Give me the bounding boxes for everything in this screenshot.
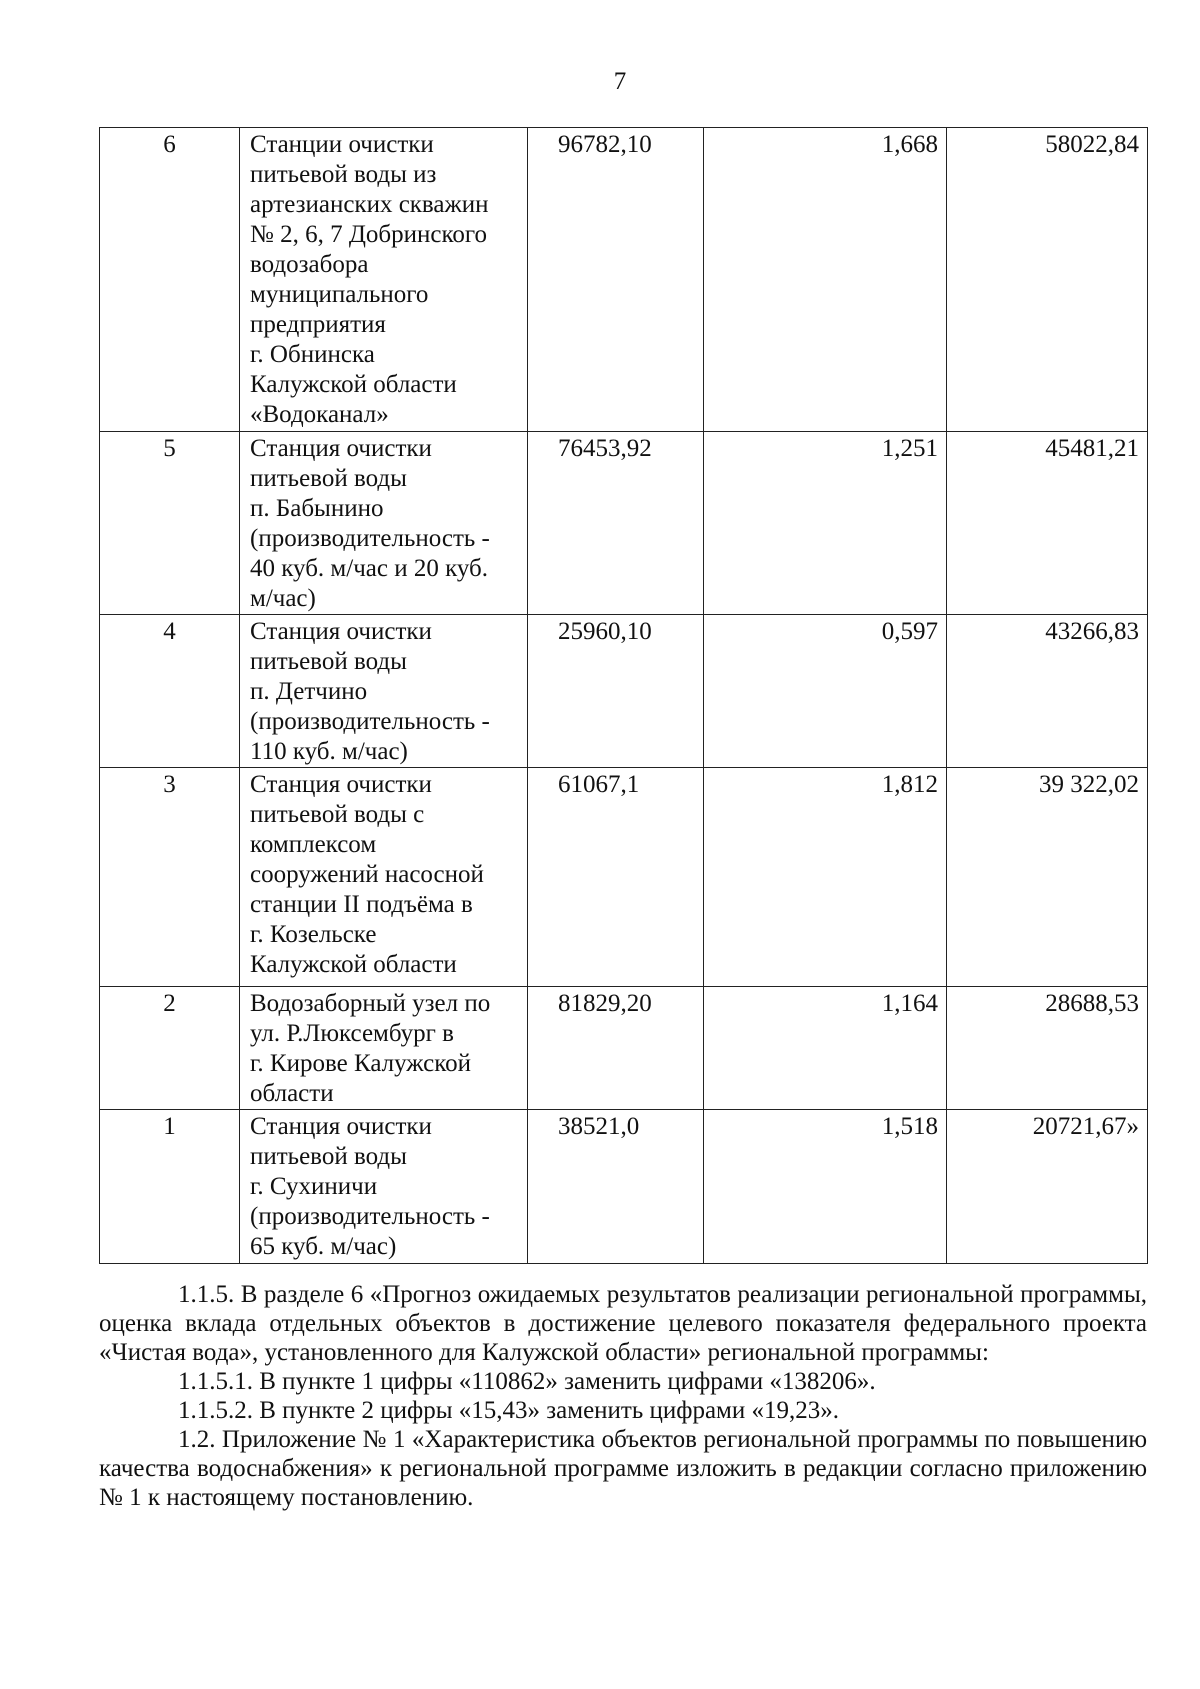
paragraph-1-2: 1.2. Приложение № 1 «Характеристика объектов региональной программы по повышению качества водоснабжения» к региональной программе изложить в редакции согласно приложению № 1 к настоящему постановлению.	[99, 1426, 1147, 1511]
row-number: 4	[100, 615, 240, 768]
object-name-line: 65 куб. м/час)	[250, 1233, 397, 1260]
table-row	[100, 128, 1148, 432]
object-name	[240, 768, 528, 987]
row-number: 5	[100, 432, 240, 615]
object-name-line: сооружений насосной	[250, 861, 484, 888]
value-a: 81829,20	[528, 987, 704, 1110]
value-b: 1,812	[704, 768, 947, 987]
table-row	[100, 432, 1148, 615]
object-name-line: г. Козельске	[250, 921, 377, 948]
object-name-line: Станция очистки	[250, 1113, 432, 1140]
object-name	[240, 1110, 528, 1264]
object-name-line: (производительность -	[250, 1203, 490, 1230]
object-name-line: Калужской области	[250, 951, 457, 978]
page-number: 7	[613, 68, 627, 95]
object-name-line: предприятия	[250, 311, 386, 338]
object-name-line: водозабора	[250, 251, 369, 278]
object-name-line: артезианских скважин	[250, 191, 489, 218]
row-number: 1	[100, 1110, 240, 1264]
object-name	[240, 987, 528, 1110]
value-a: 61067,1	[528, 768, 704, 987]
object-name-line: питьевой воды	[250, 1143, 407, 1170]
value-c: 20721,67»	[947, 1110, 1148, 1264]
object-name-line: Водозаборный узел по	[250, 990, 491, 1017]
value-a: 38521,0	[528, 1110, 704, 1264]
object-name-line: п. Бабынино	[250, 495, 384, 522]
value-c: 43266,83	[947, 615, 1148, 768]
object-name-line: области	[250, 1080, 334, 1107]
object-name-line: питьевой воды из	[250, 161, 437, 188]
table-row	[100, 615, 1148, 768]
object-name-line: ул. Р.Люксембург в	[250, 1020, 454, 1047]
value-c: 45481,21	[947, 432, 1148, 615]
document-body	[99, 1280, 1147, 1512]
paragraph-1-1-5-2: 1.1.5.2. В пункте 2 цифры «15,43» заменить цифрами «19,23».	[178, 1397, 839, 1424]
object-name-line: 110 куб. м/час)	[250, 738, 408, 765]
row-number: 2	[100, 987, 240, 1110]
value-a: 25960,10	[528, 615, 704, 768]
value-a: 96782,10	[528, 128, 704, 432]
table-row	[100, 1110, 1148, 1264]
object-name-line: № 2, 6, 7 Добринского	[250, 221, 487, 248]
object-name-line: (производительность -	[250, 708, 490, 735]
object-name-line: г. Кирове Калужской	[250, 1050, 471, 1077]
object-name-line: м/час)	[250, 585, 316, 612]
object-name-line: питьевой воды	[250, 648, 407, 675]
object-name-line: Станция очистки	[250, 435, 432, 462]
object-name-line: Калужской области	[250, 371, 457, 398]
object-name	[240, 432, 528, 615]
table-row	[100, 987, 1148, 1110]
object-name-line: станции II подъёма в	[250, 891, 473, 918]
value-c: 28688,53	[947, 987, 1148, 1110]
object-name-line: Станция очистки	[250, 771, 432, 798]
object-name-line: г. Обнинска	[250, 341, 375, 368]
value-c: 39 322,02	[947, 768, 1148, 987]
object-name-line: Станции очистки	[250, 131, 434, 158]
paragraph-1-1-5: 1.1.5. В разделе 6 «Прогноз ожидаемых результатов реализации региональной программы, оценка вклада отдельных объектов в достижение целевого показателя федерального проекта «Чистая вода», установленного для Калужской области» региональной программы:	[99, 1281, 1147, 1366]
value-b: 1,668	[704, 128, 947, 432]
object-name-line: Станция очистки	[250, 618, 432, 645]
object-name-line: муниципального	[250, 281, 429, 308]
value-b: 1,251	[704, 432, 947, 615]
object-name-line: питьевой воды	[250, 465, 407, 492]
object-name	[240, 128, 528, 432]
object-name-line: «Водоканал»	[250, 401, 389, 428]
object-name-line: п. Детчино	[250, 678, 368, 705]
object-name-line: (производительность -	[250, 525, 490, 552]
object-name-line: комплексом	[250, 831, 377, 858]
value-b: 1,164	[704, 987, 947, 1110]
value-b: 0,597	[704, 615, 947, 768]
table-row	[100, 768, 1148, 987]
objects-table	[99, 127, 1148, 1264]
object-name	[240, 615, 528, 768]
value-a: 76453,92	[528, 432, 704, 615]
object-name-line: г. Сухиничи	[250, 1173, 378, 1200]
object-name-line: питьевой воды с	[250, 801, 425, 828]
paragraph-1-1-5-1: 1.1.5.1. В пункте 1 цифры «110862» заменить цифрами «138206».	[178, 1368, 876, 1395]
value-b: 1,518	[704, 1110, 947, 1264]
row-number: 6	[100, 128, 240, 432]
value-c: 58022,84	[947, 128, 1148, 432]
object-name-line: 40 куб. м/час и 20 куб.	[250, 555, 489, 582]
row-number: 3	[100, 768, 240, 987]
